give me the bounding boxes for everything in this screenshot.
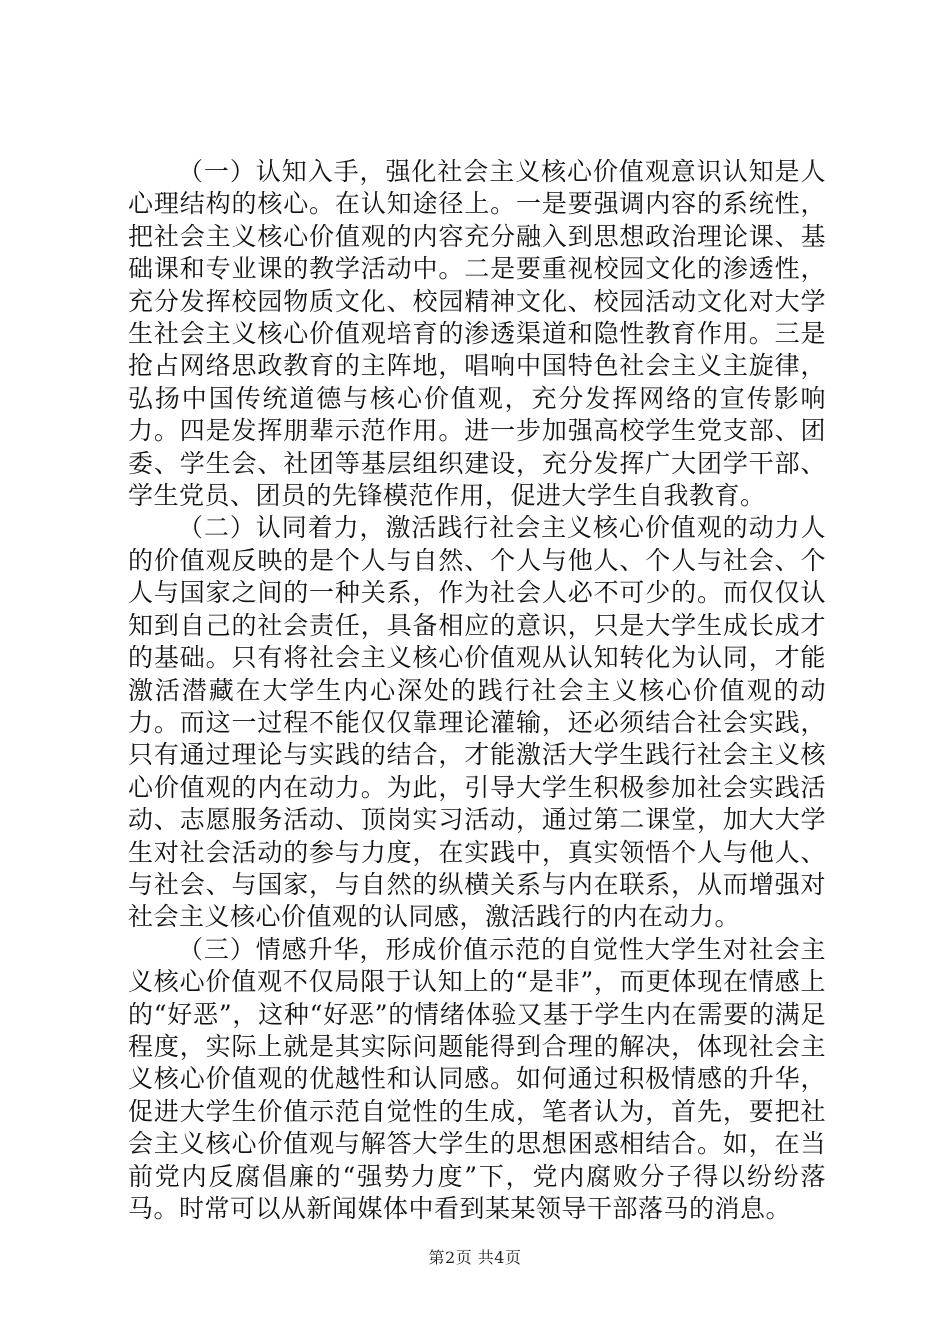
body-text — [128, 156, 826, 1225]
page-footer: 第2页 共4页 — [428, 1248, 522, 1267]
paragraph-identification: （二）认同着力，激活践行社会主义核心价值观的动力人的价值观反映的是个人与自然、个人与他人、个人与社会、个人与国家之间的一种关系，作为社会人必不可少的。而仅仅认知到自己的社会责任，具备相应的意识，只是大学生成长成才的基础。只有将社会主义核心价值观从认知转化为认同，才能激活潜藏在大学生内心深处的践行社会主义核心价值观的动力。而这一过程不能仅仅靠理论灌输，还必须结合社会实践，只有通过理论与实践的结合，才能激活大学生践行社会主义核心价值观的内在动力。为此，引导大学生积极参加社会实践活动、志愿服务活动、顶岗实习活动，通过第二课堂，加大大学生对社会活动的参与力度，在实践中，真实领悟个人与他人、与社会、与国家，与自然的纵横关系与内在联系，从而增强对社会主义核心价值观的认同感，激活践行的内在动力。 — [128, 513, 826, 932]
paragraph-cognition: （一）认知入手，强化社会主义核心价值观意识认知是人心理结构的核心。在认知途径上。一是要强调内容的系统性，把社会主义核心价值观的内容充分融入到思想政治理论课、基础课和专业课的教学活动中。二是要重视校园文化的渗透性，充分发挥校园物质文化、校园精神文化、校园活动文化对大学生社会主义核心价值观培育的渗透渠道和隐性教育作用。三是抢占网络思政教育的主阵地，唱响中国特色社会主义主旋律，弘扬中国传统道德与核心价值观，充分发挥网络的宣传影响力。四是发挥朋辈示范作用。进一步加强高校学生党支部、团委、学生会、社团等基层组织建设，充分发挥广大团学干部、学生党员、团员的先锋模范作用，促进大学生自我教育。 — [128, 157, 826, 511]
paragraph-emotion: （三）情感升华，形成价值示范的自觉性大学生对社会主义核心价值观不仅局限于认知上的“是非”，而更体现在情感上的“好恶”，这种“好恶”的情绪体验又基于学生内在需要的满足程度，实际上就是其实际问题能得到合理的解决，体现社会主义核心价值观的优越性和认同感。如何通过积极情感的升华，促进大学生价值示范自觉性的生成，笔者认为，首先，要把社会主义核心价值观与解答大学生的思想困惑相结合。如，在当前党内反腐倡廉的“强势力度”下，党内腐败分子得以纷纷落马。时常可以从新闻媒体中看到某某领导干部落马的消息。 — [128, 934, 826, 1223]
